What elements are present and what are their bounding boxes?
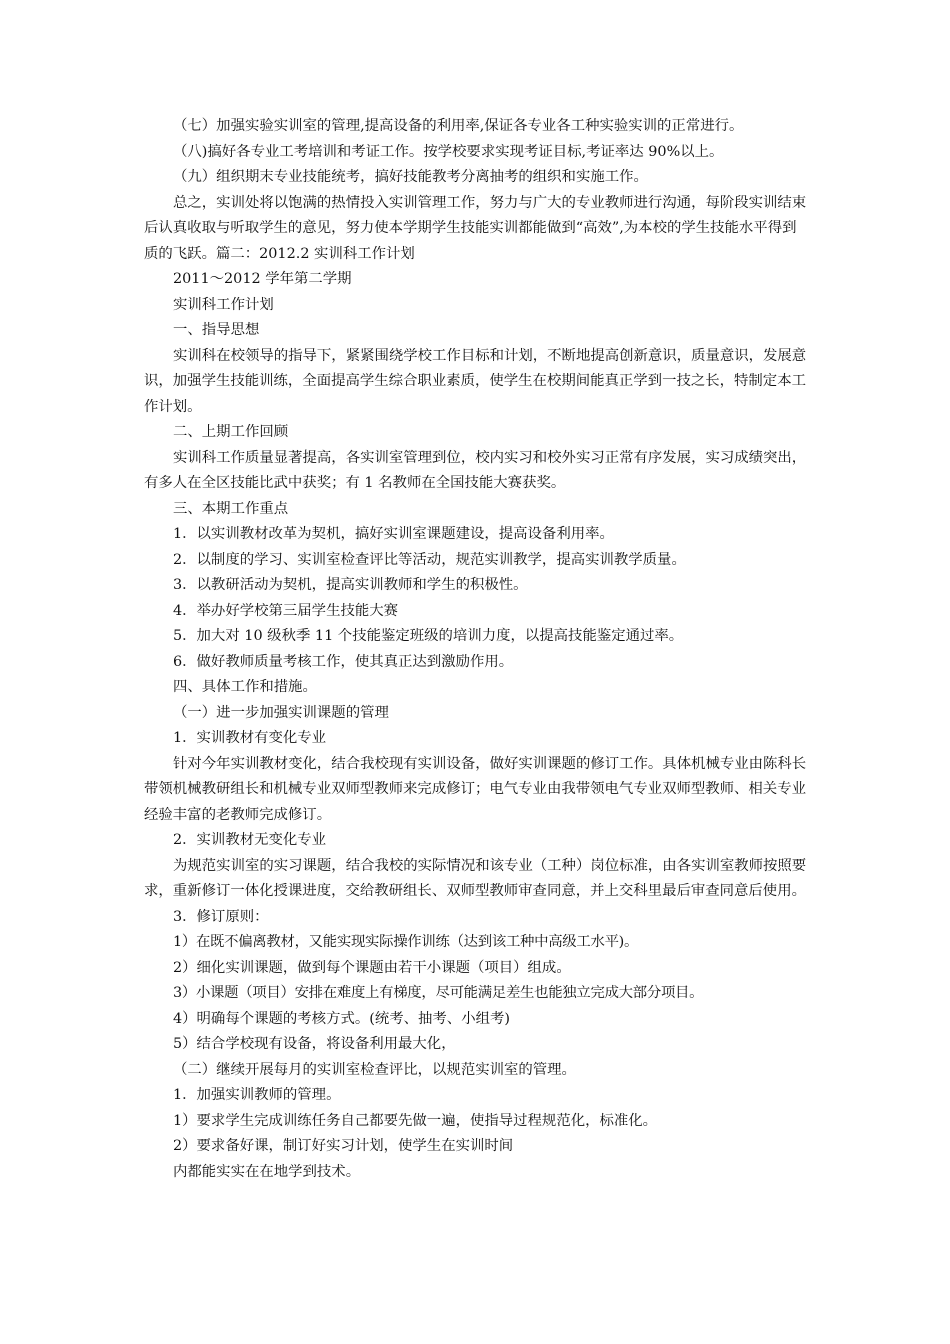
management-item-2-continued: 内都能实实在在地学到技术。: [173, 1163, 361, 1180]
focus-item-4: 4．举办好学校第三届学生技能大赛: [173, 602, 399, 619]
management-item-2: 2）要求备好课，制订好实习计划，使学生在实训时间: [173, 1138, 514, 1154]
focus-item-2: 2．以制度的学习、实训室检查评比等活动，规范实训教学，提高实训教学质量。: [173, 551, 686, 568]
principle-item-1: 1）在既不偏离教材，又能实现实际操作训练（达到该工种中高级工水平)。: [173, 934, 639, 950]
focus-item-3: 3．以教研活动为契机，提高实训教师和学生的积极性。: [173, 577, 528, 593]
principle-item-4: 4）明确每个课题的考核方式。(统考、抽考、小组考): [173, 1010, 510, 1027]
focus-item-5: 5．加大对 10 级秋季 11 个技能鉴定班级的培训力度，以提高技能鉴定通过率。: [173, 628, 684, 644]
paragraph-item-8: （八)搞好各专业工考培训和考证工作。按学校要求实现考证目标,考证率达 90%以上。: [173, 143, 724, 160]
paragraph-unchanged-materials: 为规范实训室的实习课题，结合我校的实际情况和该专业（工种）岗位标准，由各实训室教师按照要求，重新修订一体化授课进度，交给教研组长、双师型教师审查同意，并上交科里最后审查同意后使用。: [144, 857, 807, 899]
management-heading-1: 1．加强实训教师的管理。: [173, 1087, 341, 1103]
measure-heading-1: 1．实训教材有变化专业: [173, 730, 327, 746]
management-item-1: 1）要求学生完成训练任务自己都要先做一遍，使指导过程规范化，标准化。: [173, 1112, 658, 1129]
subsection-heading-1: （一）进一步加强实训课题的管理: [173, 704, 389, 721]
paragraph-term: 2011～2012 学年第二学期: [173, 271, 352, 287]
measure-heading-3: 3．修订原则：: [173, 908, 269, 925]
section-heading-2: 二、上期工作回顾: [173, 424, 289, 440]
focus-item-6: 6．做好教师质量考核工作，使其真正达到激励作用。: [173, 653, 514, 670]
measure-heading-2: 2．实训教材无变化专业: [173, 832, 327, 848]
paragraph-summary: 总之，实训处将以饱满的热情投入实训管理工作，努力与广大的专业教师进行沟通，每阶段实训结束后认真收取与听取学生的意见，努力使本学期学生技能实训都能做到“高效”,为本校的学生技能水平得到质的飞跃。篇二：2012.2 实训科工作计划: [144, 194, 807, 262]
focus-item-1: 1．以实训教材改革为契机，搞好实训室课题建设，提高设备利用率。: [173, 526, 614, 542]
paragraph-review: 实训科工作质量显著提高，各实训室管理到位，校内实习和校外实习正常有序发展，实习成绩突出，有多人在全区技能比武中获奖；有 1 名教师在全国技能大赛获奖。: [144, 449, 807, 491]
paragraph-item-9: （九）组织期末专业技能统考，搞好技能教考分离抽考的组织和实施工作。: [173, 169, 648, 185]
section-heading-3: 三、本期工作重点: [173, 500, 289, 517]
paragraph-item-7: （七）加强实验实训室的管理,提高设备的利用率,保证各专业各工种实验实训的正常进行。: [173, 118, 744, 134]
paragraph-guiding-idea: 实训科在校领导的指导下，紧紧围绕学校工作目标和计划，不断地提高创新意识，质量意识，发展意识，加强学生技能训练，全面提高学生综合职业素质，使学生在校期间能真正学到一技之长，特制定本工作计划。: [144, 347, 807, 415]
paragraph-changed-materials: 针对今年实训教材变化，结合我校现有实训设备，做好实训课题的修订工作。具体机械专业由陈科长带领机械教研组长和机械专业双师型教师来完成修订；电气专业由我带领电气专业双师型教师、相关专业经验丰富的老教师完成修订。: [144, 755, 807, 823]
principle-item-3: 3）小课题（项目）安排在难度上有梯度，尽可能满足差生也能独立完成大部分项目。: [173, 985, 704, 1001]
section-heading-1: 一、指导思想: [173, 322, 260, 338]
principle-item-5: 5）结合学校现有设备，将设备利用最大化，: [173, 1036, 456, 1052]
section-heading-4: 四、具体工作和措施。: [173, 679, 317, 695]
plan-title: 实训科工作计划: [173, 296, 274, 313]
subsection-heading-2: （二）继续开展每月的实训室检查评比，以规范实训室的管理。: [173, 1061, 576, 1078]
principle-item-2: 2）细化实训课题，做到每个课题由若干小课题（项目）组成。: [173, 959, 571, 976]
document-body: [144, 114, 810, 1185]
